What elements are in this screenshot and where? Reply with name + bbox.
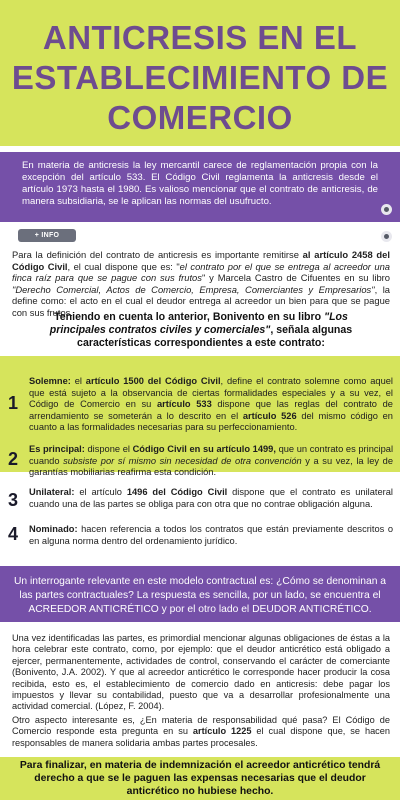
eye-icon[interactable] <box>381 231 392 242</box>
header-banner <box>0 0 400 146</box>
item-1-number: 1 <box>8 393 19 413</box>
question-text: Un interrogante relevante en este modelo contractual es: ¿Cómo se denominan a las partes contractuales? La respuesta es sencilla, por un lado, se encuentra el ACREEDOR ANTICRÉTICO y por el otro lado el DEUDOR ANTICRÉTICO. <box>13 576 387 615</box>
item-4-number: 4 <box>8 524 19 544</box>
item-3-text: Unilateral: el artículo 1496 del Código Civil dispone que el contrato es unilateral cuando una de las partes se obliga para con otra que no contrae obligación alguna. <box>29 487 393 509</box>
responsibility-paragraph: Otro aspecto interesante es, ¿En materia de responsabilidad qué pasa? El Código de Comercio responde esta pregunta en su artículo 1225 el cual dispone que, se hacen responsables de manera solidaria ambas partes procesales. <box>12 715 390 748</box>
item-1-text: Solemne: el artículo 1500 del Código Civil, define el contrato solemne como aquel que está sujeto a la observancia de ciertas formalidades especiales y a su vez, el Código de Comercio en su artículo 533 dispone que las reglas del contrato de arrendamiento se someterán a lo descrito en el artículo 526 del mismo código en cuanto a las formalidades necesarias para su perfeccionamiento. <box>29 376 393 433</box>
obligations-paragraph: Una vez identificadas las partes, es primordial mencionar algunas obligaciones de éstas a la hora celebrar este contrato, como, por ejemplo: que el deudor anticrético está obligado a ejercer, permanentemente, actividades de control, conservando el carácter de comerciante (Bonivento, J.A. 2002). Y que al acreedor anticrético le corresponde hacer producir la cosa recibida, esto es, el establecimiento de comercio dado en anticresis: debe pagar los impuestos y llevar su contabilidad, puesto que va a desarrollar profesionalmente una actividad comercial. (López, F. 2004). <box>12 633 390 712</box>
item-4-text: Nominado: hacen referencia a todos los contratos que están previamente descritos o en alguna norma dentro del ordenamiento jurídico. <box>29 524 393 546</box>
intro-text: En materia de anticresis la ley mercantil carece de reglamentación propia con la excepción del artículo 533. El Código Civil reglamenta la anticresis desde el artículo 1973 hasta el 1980. Es valioso mencionar que el contrato de anticresis, de manera subsidiaria, se le aplican las normas del usufructo. <box>22 160 378 207</box>
page-title: ANTICRESIS EN EL ESTABLECIMIENTO DE COMERCIO <box>11 19 389 136</box>
item-2-text: Es principal: dispone el Código Civil en su artículo 1499, que un contrato es principal cuando subsiste por sí mismo sin necesidad de otra convención y a su vez, la ley de garantías mobiliarias reafirma esta condición. <box>29 444 394 478</box>
item-2-number: 2 <box>8 449 19 469</box>
item-3-number: 3 <box>8 490 19 510</box>
definition-paragraph: Para la definición del contrato de anticresis es importante remitirse al artículo 2458 del Código Civil, el cual dispone que es: "el contrato por el que se entrega al acreedor una finca raíz para que se pague con sus frutos" y Marcela Castro de Cifuentes en su libro "Derecho Comercial, Actos de Comercio, Empresa, Comerciantes y Empresarios", la define como: el acto en el cual el deudor entrega al acreedor un bien para que se pague con sus frutos. <box>12 249 391 318</box>
footer-banner <box>0 757 400 800</box>
question-panel <box>0 566 400 622</box>
footer-text: Para finalizar, en materia de indemnización el acreedor anticrético tendrá derecho a que se le paguen las expensas necesarias que el deudor anticrético no hubiese hecho. <box>19 760 381 797</box>
intro-panel <box>0 152 400 222</box>
characteristics-intro: Teniendo en cuenta lo anterior, Bonivento en su libro "Los principales contratos civiles y comerciales", señala algunas características correspondientes a este contrato: <box>49 311 353 349</box>
info-button[interactable]: + INFO <box>18 229 76 242</box>
eye-icon[interactable] <box>381 204 392 215</box>
